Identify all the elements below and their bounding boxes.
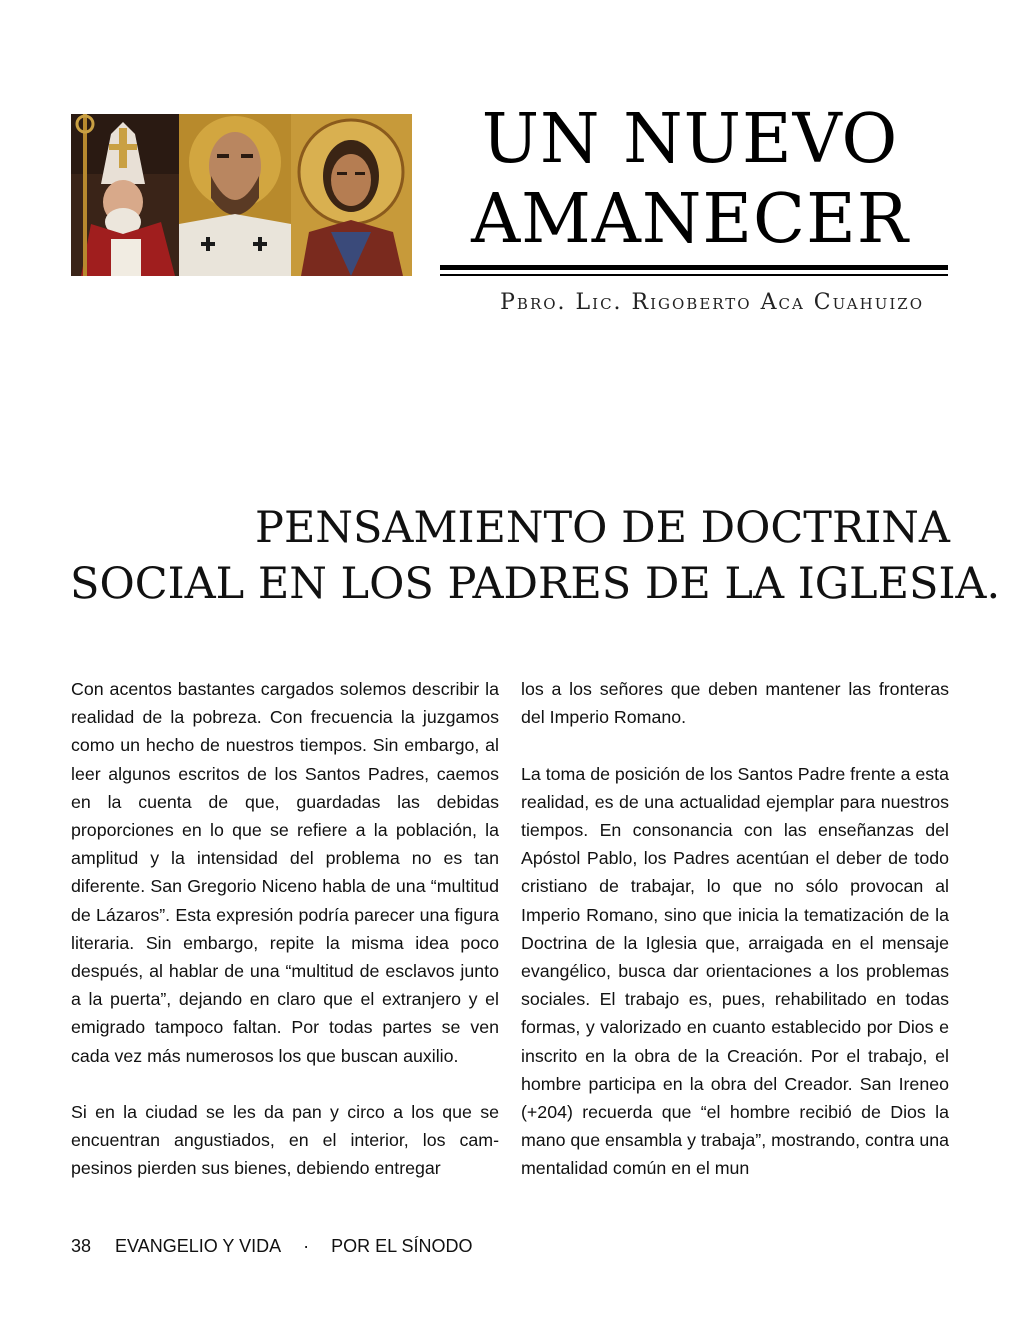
footer-separator: · (303, 1236, 310, 1256)
title-rule-thick (440, 265, 948, 270)
portrait-icon-saint (291, 114, 412, 276)
portrait-bishop-saint (71, 114, 179, 276)
article-paragraph: La toma de posición de los Santos Padre frente a esta realidad, es de una actualidad ejemplar para nuestros tiempos. En consonancia con las enseñanzas del Apóstol Pablo, los Padres acentúan el deber de todo cristiano de trabajar, lo que no sólo provocan al Imperio Romano, sino que inicia la tematización de la Doctrina de la Iglesia que, arraigada en el mensaje evangélico, busca dar orientaciones a los problemas sociales. El trabajo es, pues, rehabilitado en todas formas, y valorizado en cuanto establecido por Dios e inscrito en la obra de la Creación. Por el trabajo, el hombre participa en la obra del Creador. San Ireneo (+204) recuerda que “el hombre recibió de Dios la mano que ensambla y trabaja”, mostrando, contra una mentalidad común en el mun (521, 763, 950, 1179)
article-paragraph: Con acentos bastantes cargados solemos describir la realidad de la pobreza. Con frecuencia la juzgamos como un hecho de nuestros tiempos. Sin embargo, al leer algunos escritos de los Santos Padres, caemos en la cuenta de que, guardadas las debidas proporciones en lo que se refiere a la población, la amplitud y la intensidad del problema no es tan diferente. San Gregorio Niceno habla de una “multitud de Lázaros”. Esta expresión podría parecer una figura literaria. Sin embargo, repite la misma idea poco después, al hablar de una “multitud de esclavos junto a la puerta”, dejando en claro que el extranjero y el emigrado tampoco faltan. Por todas partes se ven cada vez más numerosos los que buscan auxilio. (71, 679, 499, 1066)
portrait-mosaic-saint (179, 114, 291, 276)
section-title (70, 500, 1001, 612)
section-title-line2: SOCIAL EN LOS PADRES DE LA IGLESIA. (70, 559, 1001, 609)
author-byline: Pbro. Lic. Rigoberto Aca Cuahuizo (500, 290, 924, 315)
article-paragraph: los a los señores que deben mantener las fronteras del Imperio Romano. (521, 679, 949, 728)
main-title-line2: AMANECER (471, 180, 909, 259)
main-title-line1: UN NUEVO (481, 100, 899, 179)
title-rule-thin (440, 274, 948, 276)
footer-magazine-name: EVANGELIO Y VIDA (115, 1236, 282, 1256)
article-paragraph: Si en la ciudad se les da pan y circo a los que se encuentran angustiados, en el interior, los campesinos pierden sus bienes, debiendo entregar (71, 1102, 499, 1179)
footer-section-name: POR EL SÍNODO (331, 1236, 473, 1256)
page-footer (71, 1236, 531, 1257)
article-column-left (71, 675, 499, 1211)
main-title (440, 100, 940, 260)
page-number: 38 (71, 1236, 92, 1256)
section-title-line1: PENSAMIENTO DE DOCTRINA (255, 503, 950, 553)
article-column-right (521, 675, 949, 1211)
header-image-strip (71, 114, 412, 276)
